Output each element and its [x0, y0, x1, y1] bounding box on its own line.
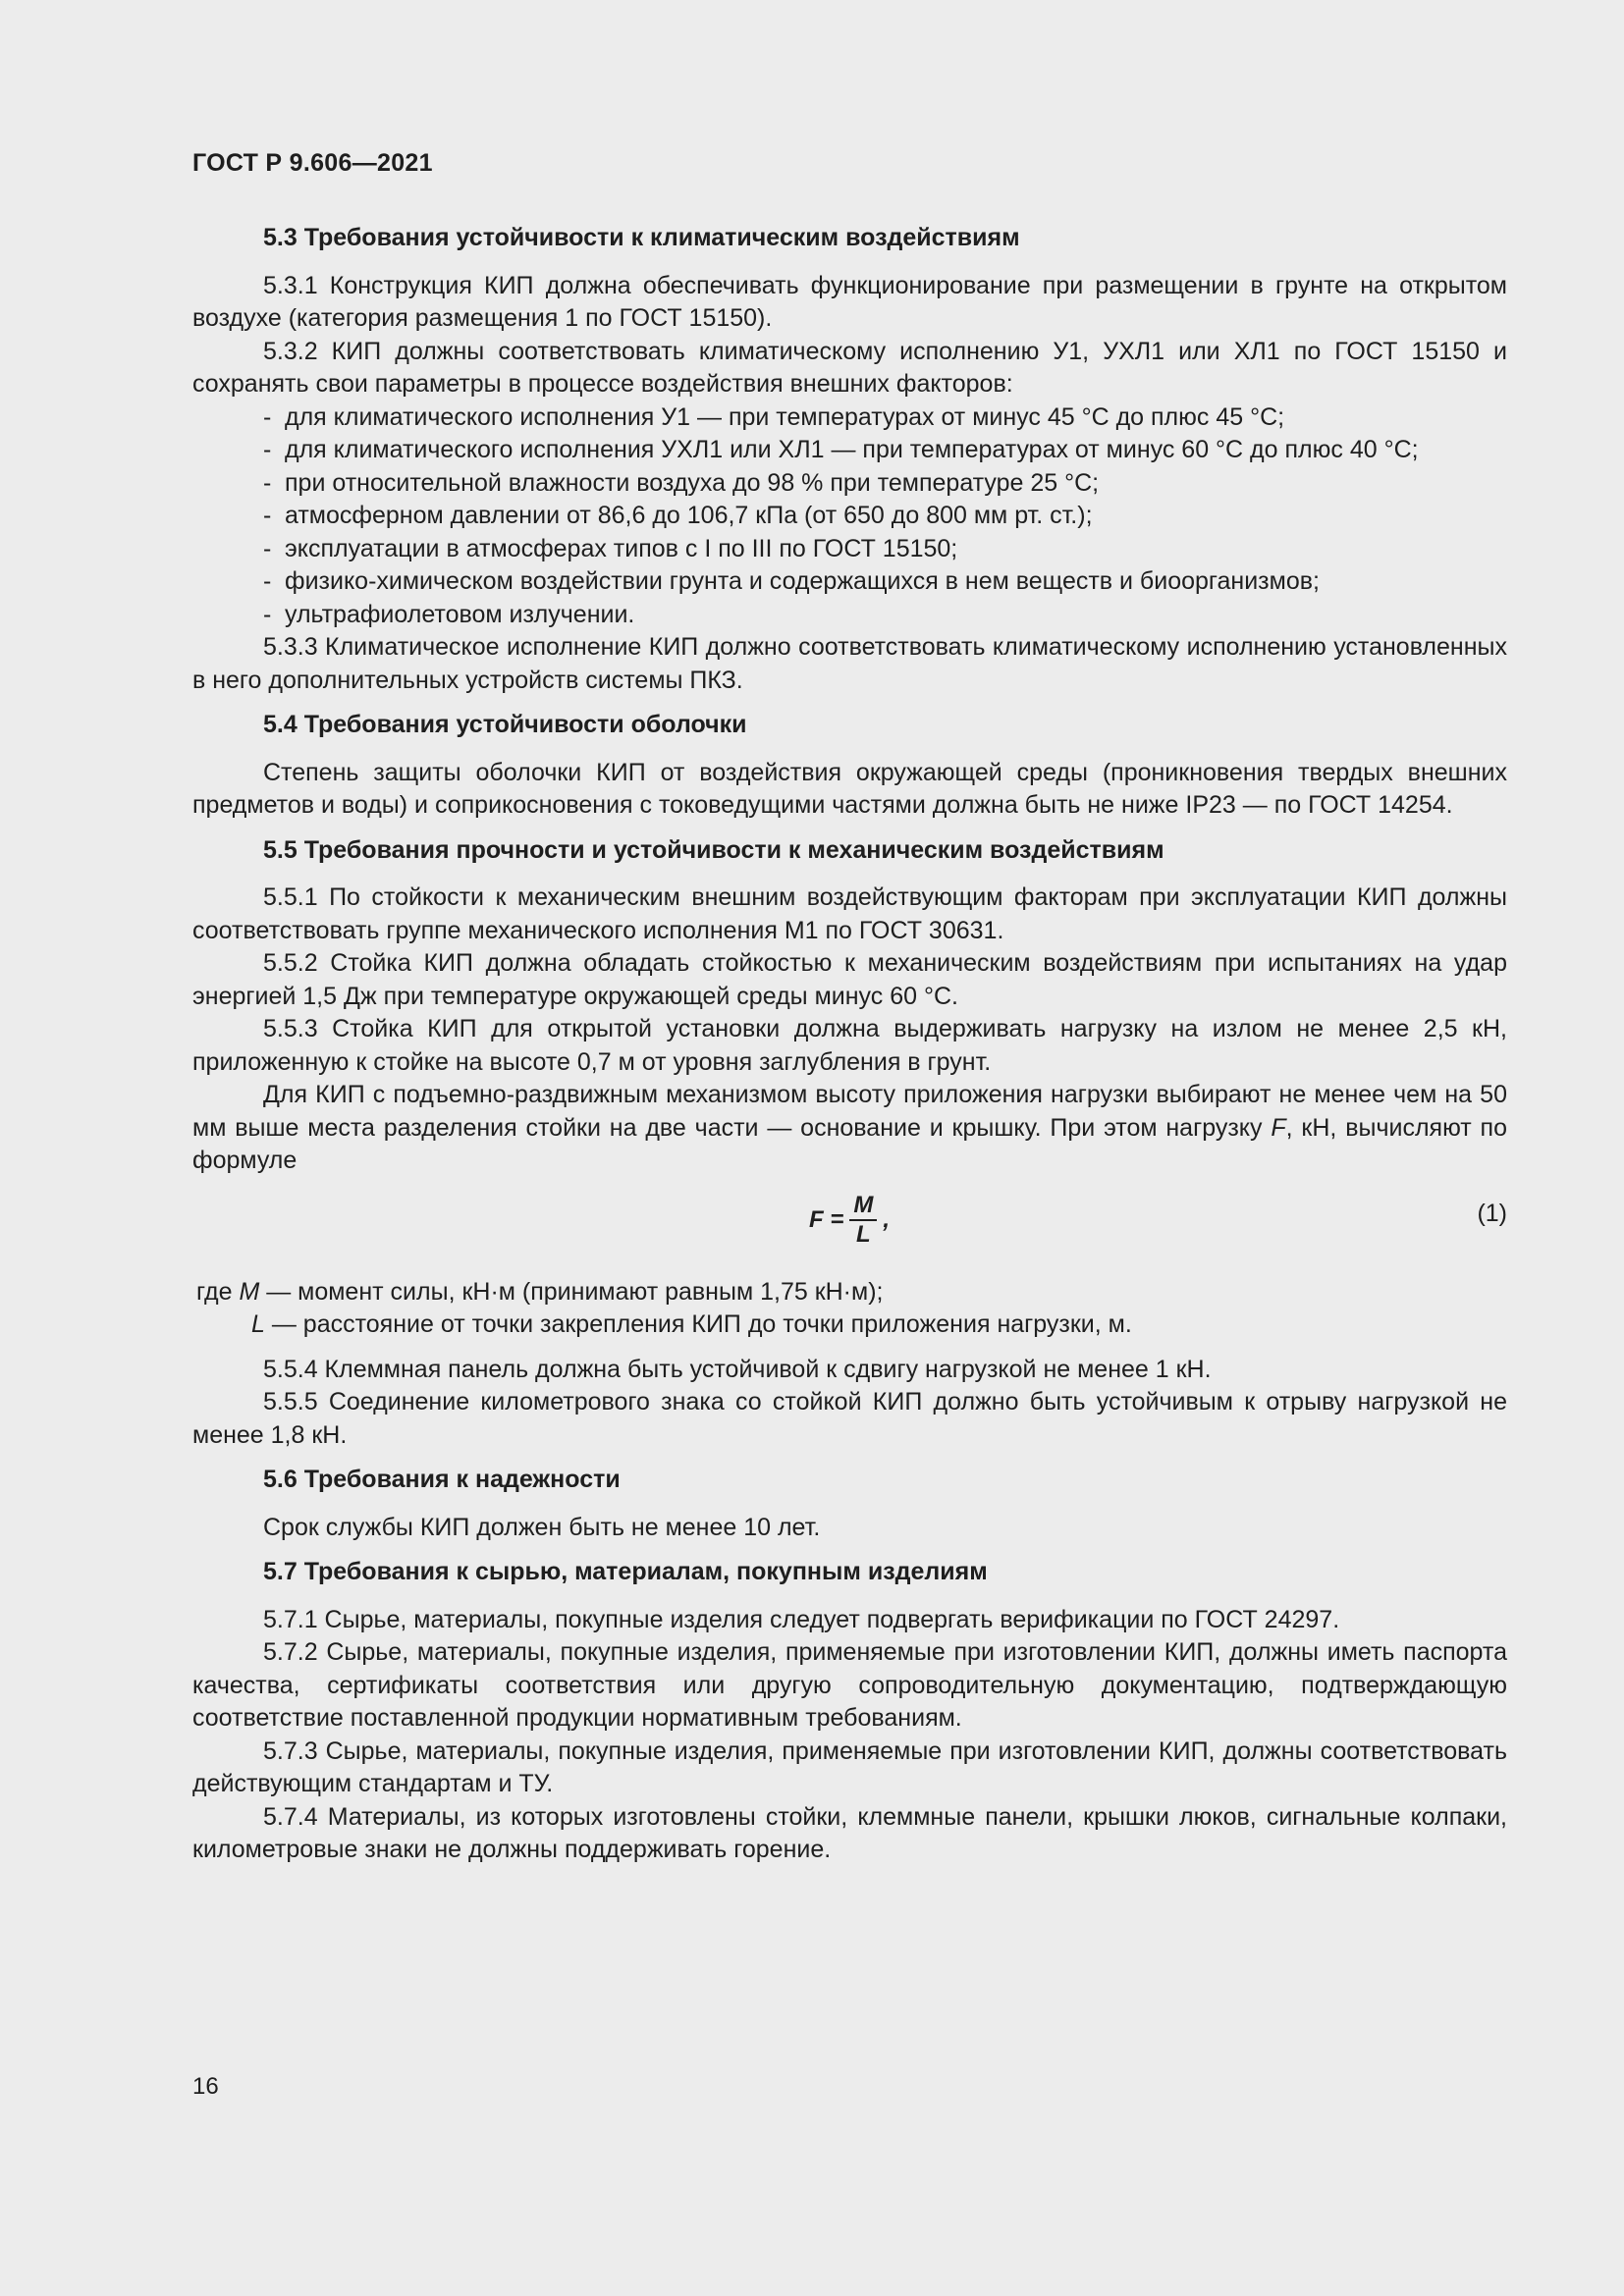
section-heading-5-3: 5.3 Требования устойчивости к климатическим воздействиям	[263, 224, 1020, 251]
paragraph-5-5-5: 5.5.5 Соединение километрового знака со стойкой КИП должно быть устойчивым к отрыву нагрузкой не менее 1,8 кН.	[192, 1388, 1507, 1449]
list-item: - эксплуатации в атмосферах типов с I по III по ГОСТ 15150;	[263, 534, 958, 562]
paragraph-5-7-4: 5.7.4 Материалы, из которых изготовлены стойки, клеммные панели, крышки люков, сигнальные колпаки, километровые знаки не должны поддерживать горение.	[192, 1802, 1507, 1863]
formula-number: (1)	[1477, 1199, 1507, 1227]
document-code-header: ГОСТ Р 9.606—2021	[192, 149, 433, 177]
list-item: - при относительной влажности воздуха до 98 % при температуре 25 °С;	[263, 468, 1100, 497]
paragraph-5-5-4: 5.5.4 Клеммная панель должна быть устойчивой к сдвигу нагрузкой не менее 1 кН.	[263, 1355, 1212, 1383]
formula-block	[192, 1186, 1507, 1266]
paragraph-5-3-3: 5.3.3 Климатическое исполнение КИП должно соответствовать климатическому исполнению установленных в него дополнительных устройств системы ПКЗ.	[192, 633, 1507, 694]
section-heading-5-4: 5.4 Требования устойчивости оболочки	[263, 711, 747, 738]
section-heading-5-5: 5.5 Требования прочности и устойчивости к механическим воздействиям	[263, 835, 1164, 864]
formula-lhs: F =	[809, 1205, 844, 1233]
section-heading-5-7: 5.7 Требования к сырью, материалам, покупным изделиям	[263, 1558, 988, 1585]
list-item: - ультрафиолетовом излучении.	[263, 600, 635, 628]
formula-denominator: L	[856, 1220, 871, 1248]
paragraph-5-7-2: 5.7.2 Сырье, материалы, покупные изделия, применяемые при изготовлении КИП, должны иметь паспорта качества, сертификаты соответствия или другую сопроводительную документацию, подтверждающую соответствие поставленной продукции нормативным требованиям.	[192, 1638, 1507, 1732]
document-body	[192, 222, 1507, 1867]
paragraph-5-7-1: 5.7.1 Сырье, материалы, покупные изделия следует подвергать верификации по ГОСТ 24297.	[263, 1605, 1340, 1633]
paragraph-5-7-3: 5.7.3 Сырье, материалы, покупные изделия, применяемые при изготовлении КИП, должны соответствовать действующим стандартам и ТУ.	[192, 1736, 1507, 1797]
paragraph-5-6: Срок службы КИП должен быть не менее 10 лет.	[263, 1513, 821, 1541]
formula-legend	[192, 1276, 1507, 1342]
legend-line-m: где M — момент силы, кН·м (принимают равным 1,75 кН·м);	[196, 1277, 884, 1306]
formula-tail: ,	[883, 1205, 891, 1233]
paragraph-5-5-1: 5.5.1 По стойкости к механическим внешним воздействующим факторам при эксплуатации КИП должны соответствовать группе механического исполнения М1 по ГОСТ 30631.	[192, 883, 1507, 944]
paragraph-load-height: Для КИП с подъемно-раздвижным механизмом высоту приложения нагрузки выбирают не менее чем на 50 мм выше места разделения стойки на две части — основание и крышку. При этом нагрузку F, кН, вычисляют по формуле	[192, 1081, 1507, 1174]
page-number: 16	[192, 2073, 219, 2100]
section-heading-5-6: 5.6 Требования к надежности	[263, 1466, 621, 1493]
legend-line-l: L — расстояние от точки закрепления КИП до точки приложения нагрузки, м.	[251, 1310, 1132, 1338]
list-item: - физико-химическом воздействии грунта и содержащихся в нем веществ и биоорганизмов;	[263, 567, 1320, 595]
paragraph-5-4: Степень защиты оболочки КИП от воздействия окружающей среды (проникновения твердых внешних предметов и воды) и соприкосновения с токоведущими частями должна быть не ниже IP23 — по ГОСТ 14254.	[192, 758, 1507, 819]
paragraph-5-3-1: 5.3.1 Конструкция КИП должна обеспечивать функционирование при размещении в грунте на открытом воздухе (категория размещения 1 по ГОСТ 15150).	[192, 271, 1507, 332]
climate-factors-list	[192, 401, 1507, 632]
paragraph-5-5-3: 5.5.3 Стойка КИП для открытой установки должна выдерживать нагрузку на излом не менее 2,5 кН, приложенную к стойке на высоте 0,7 м от уровня заглубления в грунт.	[192, 1015, 1507, 1076]
formula-1	[809, 1192, 890, 1249]
list-item: - для климатического исполнения УХЛ1 или ХЛ1 — при температурах от минус 60 °С до плюс 40 °С;	[263, 436, 1419, 463]
paragraph-5-3-2: 5.3.2 КИП должны соответствовать климатическому исполнению У1, УХЛ1 или ХЛ1 по ГОСТ 15150 и сохранять свои параметры в процессе воздействия внешних факторов:	[192, 337, 1507, 398]
formula-fraction	[849, 1192, 877, 1249]
paragraph-5-5-2: 5.5.2 Стойка КИП должна обладать стойкостью к механическим воздействиям при испытаниях на удар энергией 1,5 Дж при температуре окружающей среды минус 60 °С.	[192, 949, 1507, 1010]
list-item: - атмосферном давлении от 86,6 до 106,7 кПа (от 650 до 800 мм рт. ст.);	[263, 502, 1093, 529]
formula-numerator: M	[849, 1192, 877, 1221]
list-item: - для климатического исполнения У1 — при температурах от минус 45 °С до плюс 45 °С;	[263, 402, 1285, 431]
